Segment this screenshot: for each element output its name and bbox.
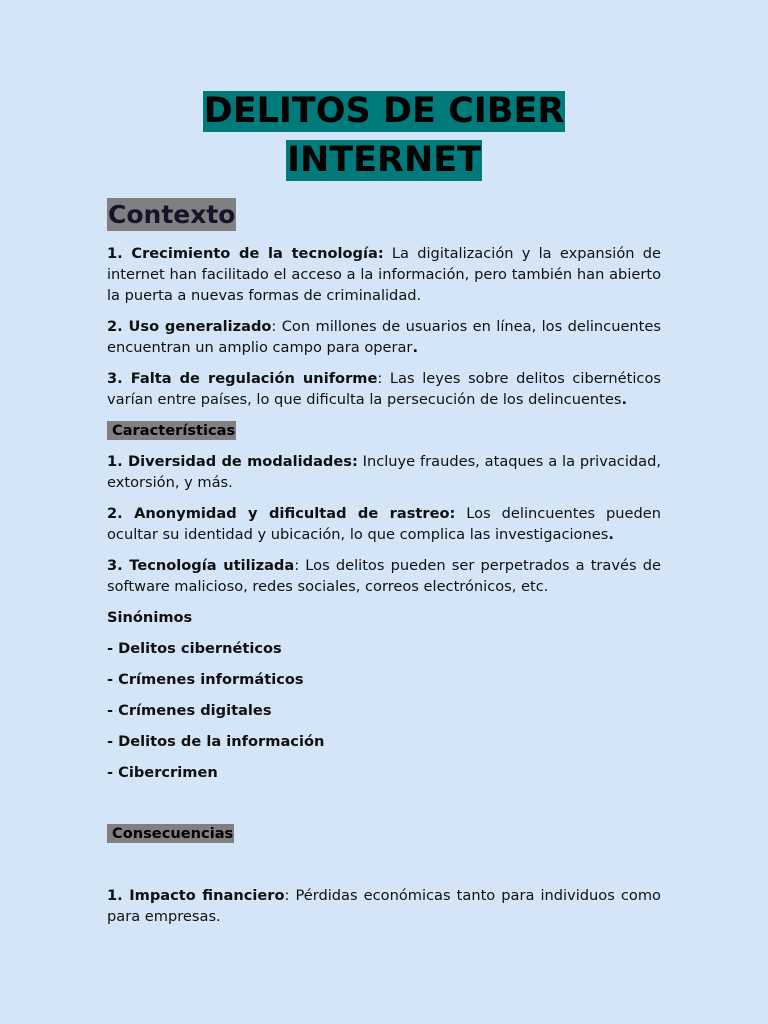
characteristics-item-2-tail: .: [608, 526, 614, 543]
context-item-3-tail: .: [621, 391, 628, 408]
context-item-3: [107, 368, 661, 410]
context-item-2: [107, 316, 661, 358]
synonym-item: - Delitos cibernéticos: [107, 640, 282, 657]
document-body: [107, 198, 661, 937]
context-item-3-text: : Las leyes sobre delitos cibernéticos varían entre países, lo que dificulta la persecución de los delincuentes: [107, 370, 661, 408]
characteristics-item-1: [107, 451, 661, 493]
characteristics-item-1-text: Incluye fraudes, ataques a la privacidad, extorsión, y más.: [107, 453, 661, 491]
characteristics-item-3: [107, 555, 661, 597]
consequences-section: [107, 823, 661, 927]
characteristics-item-2: [107, 503, 661, 545]
context-item-1-label: 1. Crecimiento de la tecnología:: [107, 245, 384, 262]
consequences-heading: Consecuencias: [107, 824, 234, 843]
characteristics-item-1-label: 1. Diversidad de modalidades:: [107, 453, 358, 470]
synonym-item: - Delitos de la información: [107, 733, 325, 750]
synonym-item: - Crímenes informáticos: [107, 671, 304, 688]
context-section: [107, 198, 661, 410]
title-line-1: DELITOS DE CIBER: [203, 91, 565, 131]
synonyms-heading: Sinónimos: [107, 609, 193, 626]
synonyms-section: [107, 607, 661, 783]
consequences-item-1-label: 1. Impacto financiero: [107, 887, 285, 904]
context-item-2-text: : Con millones de usuarios en línea, los delincuentes encuentran un amplio campo para operar: [107, 318, 661, 356]
context-item-2-label: 2. Uso generalizado: [107, 318, 272, 335]
title-line-2: INTERNET: [286, 140, 482, 180]
characteristics-section: [107, 420, 661, 597]
synonym-item: - Cibercrimen: [107, 764, 218, 781]
context-item-2-tail: .: [412, 339, 418, 356]
context-item-1-text: La digitalización y la expansión de internet han facilitado el acceso a la información, pero también han abierto la puerta a nuevas formas de criminalidad.: [107, 245, 661, 304]
context-item-1: [107, 243, 661, 306]
consequences-item-1-text: : Pérdidas económicas tanto para individuos como para empresas.: [107, 887, 661, 925]
characteristics-item-2-text: Los delincuentes pueden ocultar su identidad y ubicación, lo que complica las investigaciones: [107, 505, 661, 543]
consequences-item-1: [107, 885, 661, 927]
characteristics-heading: Características: [107, 421, 236, 440]
synonym-item: - Crímenes digitales: [107, 702, 272, 719]
context-heading: Contexto: [108, 200, 236, 229]
document-title: [0, 91, 768, 189]
context-item-3-label: 3. Falta de regulación uniforme: [107, 370, 378, 387]
characteristics-item-2-label: 2. Anonymidad y dificultad de rastreo:: [107, 505, 456, 522]
characteristics-item-3-label: 3. Tecnología utilizada: [107, 557, 295, 574]
characteristics-item-3-text: : Los delitos pueden ser perpetrados a través de software malicioso, redes sociales, correos electrónicos, etc.: [107, 557, 661, 595]
